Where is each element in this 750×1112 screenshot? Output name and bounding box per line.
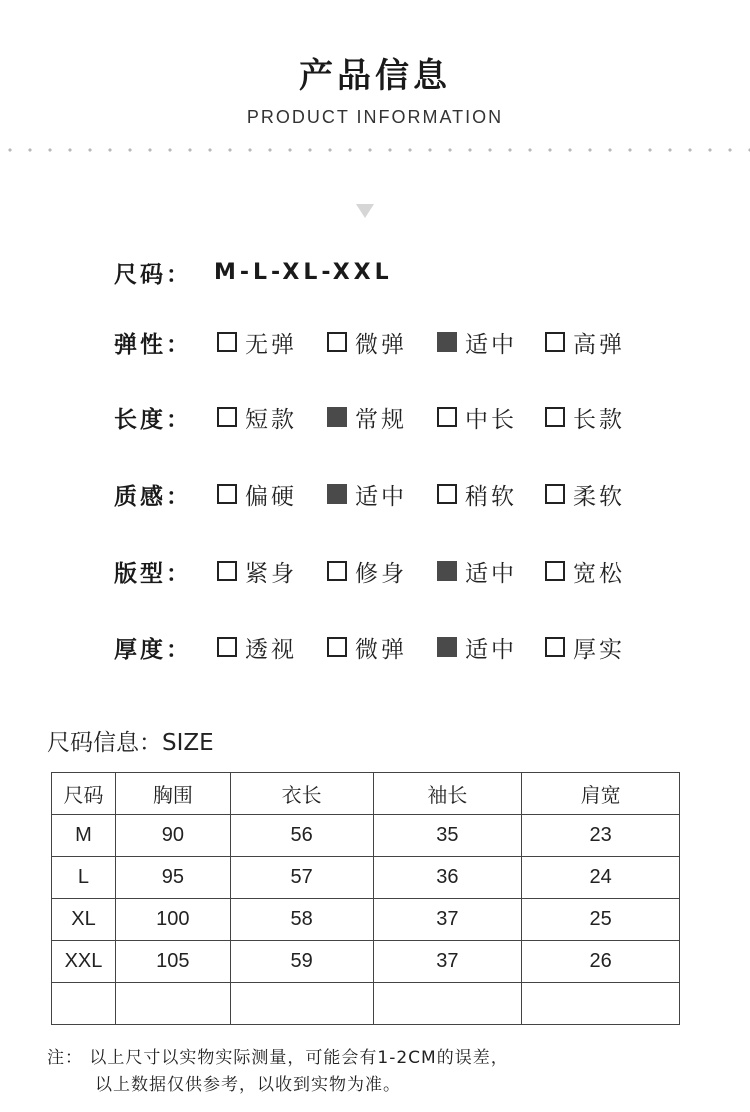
table-row: [52, 857, 680, 899]
attribute-option: [437, 478, 517, 510]
table-cell: [522, 983, 680, 1025]
attribute-option-label: 适中: [465, 331, 517, 358]
table-cell: XL: [52, 899, 116, 941]
size-range-label: 尺码：: [114, 261, 192, 288]
attribute-option-label: 中长: [465, 406, 517, 433]
unchecked-box-icon: [437, 407, 457, 427]
checked-box-icon: [437, 561, 457, 581]
unchecked-box-icon: [545, 637, 565, 657]
size-range-row: [114, 256, 393, 288]
table-cell: 105: [115, 941, 230, 983]
table-header-cell: 肩宽: [522, 773, 680, 815]
note-line-2: 以上数据仅供参考，以收到实物为准。: [95, 1075, 401, 1095]
unchecked-box-icon: [327, 637, 347, 657]
attribute-option-label: 常规: [355, 406, 407, 433]
table-header-cell: 胸围: [115, 773, 230, 815]
attribute-label: 厚度：: [114, 636, 192, 663]
attribute-option-label: 微弹: [355, 636, 407, 663]
attribute-option: [217, 401, 297, 433]
attribute-option-label: 柔软: [573, 483, 625, 510]
attribute-row: [114, 478, 214, 510]
table-row: [52, 899, 680, 941]
table-cell: 23: [522, 815, 680, 857]
table-cell: 24: [522, 857, 680, 899]
unchecked-box-icon: [545, 332, 565, 352]
attribute-option-label: 修身: [355, 560, 407, 587]
table-cell: 35: [373, 815, 522, 857]
attribute-option: [437, 631, 517, 663]
unchecked-box-icon: [217, 561, 237, 581]
attribute-option-label: 长款: [573, 406, 625, 433]
size-table-heading: 尺码信息：SIZE: [47, 730, 214, 756]
table-cell: L: [52, 857, 116, 899]
unchecked-box-icon: [217, 637, 237, 657]
unchecked-box-icon: [437, 484, 457, 504]
attribute-row: [114, 401, 214, 433]
attribute-option: [545, 401, 625, 433]
checked-box-icon: [327, 484, 347, 504]
down-triangle-icon: [356, 204, 374, 218]
attribute-option-label: 适中: [465, 560, 517, 587]
table-cell: 37: [373, 899, 522, 941]
attribute-label: 版型：: [114, 560, 192, 587]
attribute-option-label: 无弹: [245, 331, 297, 358]
table-header-cell: 袖长: [373, 773, 522, 815]
table-cell: 25: [522, 899, 680, 941]
attribute-option-label: 短款: [245, 406, 297, 433]
page-title: 产品信息: [299, 56, 451, 96]
attribute-option: [327, 631, 407, 663]
table-cell: 36: [373, 857, 522, 899]
checked-box-icon: [437, 637, 457, 657]
unchecked-box-icon: [327, 561, 347, 581]
table-cell: [52, 983, 116, 1025]
table-cell: [115, 983, 230, 1025]
attribute-label: 弹性：: [114, 331, 192, 358]
table-cell: 95: [115, 857, 230, 899]
attribute-option: [327, 401, 407, 433]
attribute-option: [327, 478, 407, 510]
attribute-option-label: 厚实: [573, 636, 625, 663]
attribute-option: [437, 326, 517, 358]
attribute-option: [217, 326, 297, 358]
attribute-option: [545, 631, 625, 663]
table-cell: 26: [522, 941, 680, 983]
attribute-option-label: 紧身: [245, 560, 297, 587]
note-line-1: 注： 以上尺寸以实物实际测量，可能会有1-2CM的误差，: [47, 1048, 509, 1068]
table-header-cell: 衣长: [230, 773, 373, 815]
checked-box-icon: [327, 407, 347, 427]
table-cell: 57: [230, 857, 373, 899]
attribute-option: [545, 555, 625, 587]
attribute-row: [114, 555, 214, 587]
table-cell: XXL: [52, 941, 116, 983]
size-table: [51, 772, 680, 1025]
attribute-option: [327, 326, 407, 358]
attribute-option-label: 偏硬: [245, 483, 297, 510]
table-cell: [230, 983, 373, 1025]
table-cell: 37: [373, 941, 522, 983]
attribute-option-label: 微弹: [355, 331, 407, 358]
attribute-option: [437, 401, 517, 433]
unchecked-box-icon: [545, 561, 565, 581]
attribute-option-label: 适中: [465, 636, 517, 663]
table-cell: 100: [115, 899, 230, 941]
dotted-divider: [0, 147, 750, 153]
attribute-option: [545, 326, 625, 358]
table-cell: [373, 983, 522, 1025]
unchecked-box-icon: [327, 332, 347, 352]
attribute-option-label: 稍软: [465, 483, 517, 510]
page-subtitle: PRODUCT INFORMATION: [246, 107, 504, 127]
table-cell: 90: [115, 815, 230, 857]
table-cell: 58: [230, 899, 373, 941]
attribute-option-label: 宽松: [573, 560, 625, 587]
table-row: [52, 983, 680, 1025]
attribute-option-label: 高弹: [573, 331, 625, 358]
attribute-option-label: 透视: [245, 636, 297, 663]
table-row: [52, 815, 680, 857]
attribute-row: [114, 631, 214, 663]
attribute-label: 长度：: [114, 406, 192, 433]
attribute-option: [217, 478, 297, 510]
table-cell: M: [52, 815, 116, 857]
attribute-option: [327, 555, 407, 587]
unchecked-box-icon: [217, 332, 237, 352]
unchecked-box-icon: [217, 484, 237, 504]
attribute-option-label: 适中: [355, 483, 407, 510]
unchecked-box-icon: [217, 407, 237, 427]
attribute-option: [217, 555, 297, 587]
attribute-option: [217, 631, 297, 663]
table-row: [52, 941, 680, 983]
unchecked-box-icon: [545, 484, 565, 504]
attribute-option: [545, 478, 625, 510]
size-range-value: M-L-XL-XXL: [214, 259, 393, 285]
table-header-cell: 尺码: [52, 773, 116, 815]
attribute-label: 质感：: [114, 483, 192, 510]
attribute-row: [114, 326, 214, 358]
unchecked-box-icon: [545, 407, 565, 427]
table-cell: 56: [230, 815, 373, 857]
checked-box-icon: [437, 332, 457, 352]
attribute-option: [437, 555, 517, 587]
table-cell: 59: [230, 941, 373, 983]
